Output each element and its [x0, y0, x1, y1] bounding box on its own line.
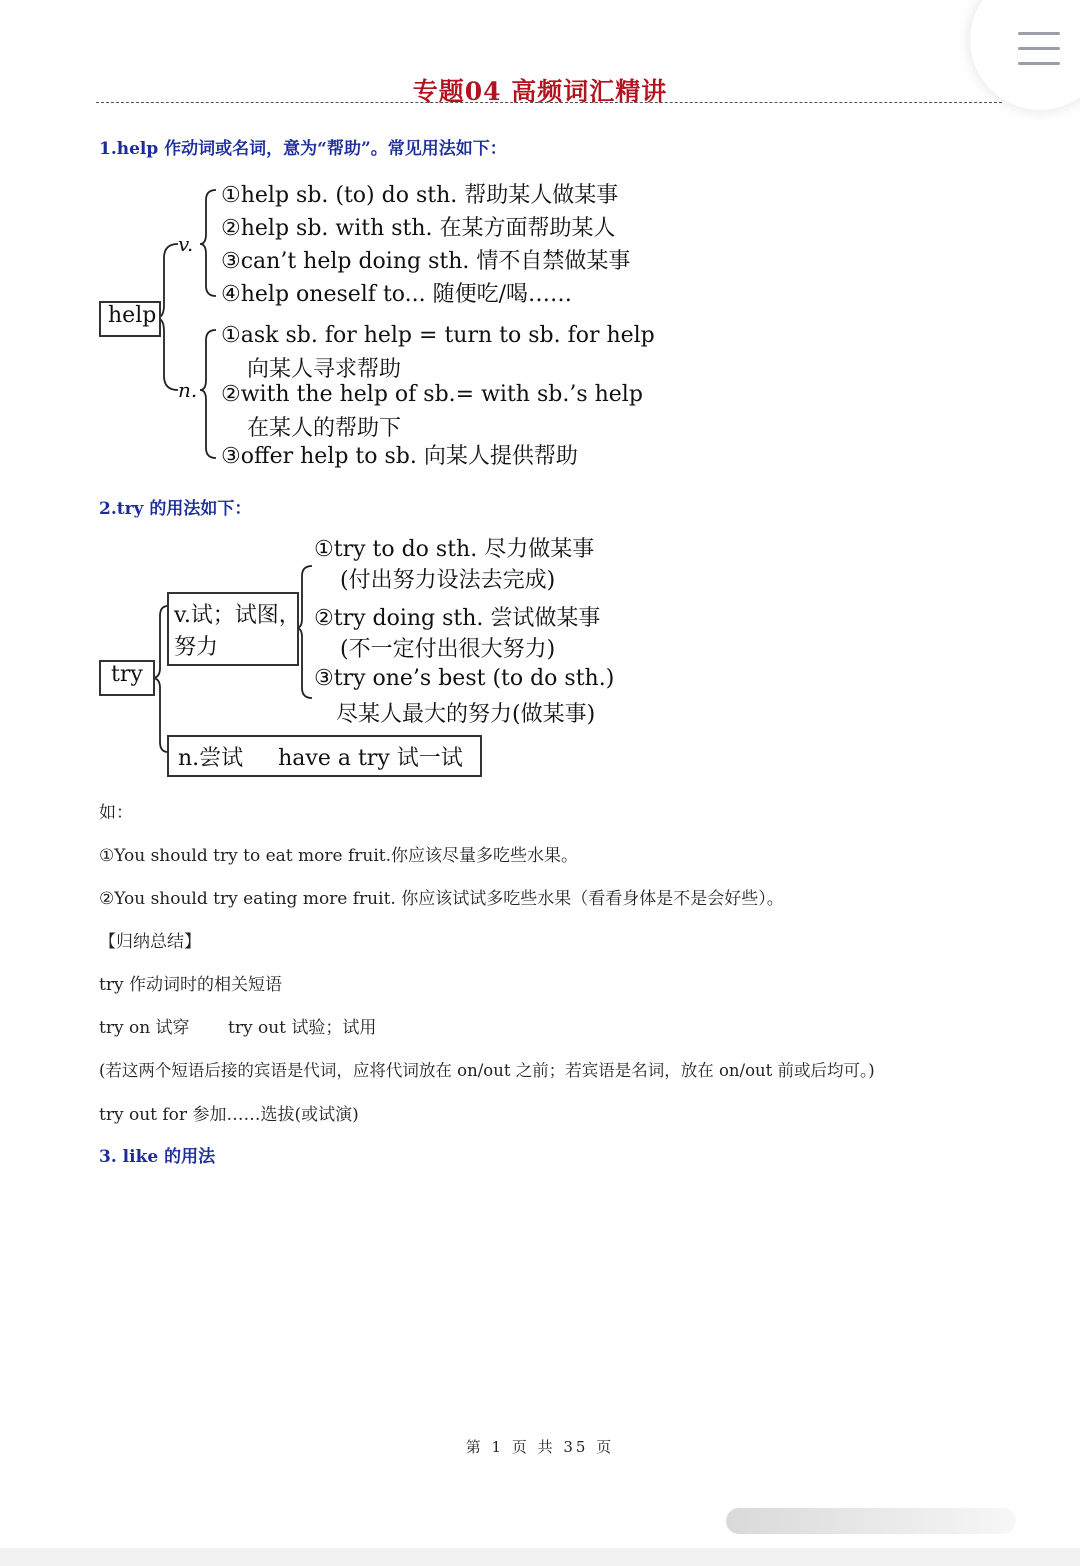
help-verb-item: ②help sb. with sth. 在某方面帮助某人 [221, 216, 616, 241]
example-label: 如： [99, 803, 133, 823]
section3-heading: 3. like 的用法 [99, 1147, 216, 1167]
example-sentence-2: ②You should try eating more fruit. 你应该试试多吃些水果（看看身体是不是会好些）。 [99, 889, 784, 909]
help-verb-item: ①help sb. (to) do sth. 帮助某人做某事 [221, 183, 619, 208]
try-verb-item: ①try to do sth. 尽力做某事 [314, 537, 595, 562]
page-number: 第 1 页 共 35 页 [465, 1438, 615, 1456]
help-root-label: help [108, 303, 157, 328]
try-verb-item: (不一定付出很大努力) [340, 637, 556, 662]
phrase-try-out-for: try out for 参加……选拔(或试演) [99, 1105, 359, 1125]
phrases-intro: try 作动词时的相关短语 [99, 975, 282, 995]
help-verb-item: ③can’t help doing sth. 情不自禁做某事 [221, 249, 631, 274]
help-noun-label: n. [178, 378, 198, 402]
help-noun-item: ②with the help of sb.= with sb.’s help [221, 382, 643, 407]
try-verb-item: ③try one’s best (to do sth.) [314, 666, 615, 691]
usage-note: (若这两个短语后接的宾语是代词，应将代词放在 on/out 之前；若宾语是名词，放在 on/out 前或后均可。) [99, 1061, 875, 1080]
help-noun-item: 在某人的帮助下 [247, 416, 402, 441]
help-noun-item: 向某人寻求帮助 [247, 357, 402, 382]
help-verb-item: ④help oneself to... 随便吃/喝…… [221, 282, 573, 307]
help-noun-item: ③offer help to sb. 向某人提供帮助 [221, 444, 578, 469]
phrase-try-on: try on 试穿 [99, 1018, 190, 1038]
example-sentence-1: ①You should try to eat more fruit.你应该尽量多吃些水果。 [99, 846, 579, 866]
home-indicator[interactable] [726, 1508, 1016, 1534]
try-noun-box-text: n.尝试 have a try 试一试 [178, 746, 463, 771]
try-root-label: try [111, 662, 143, 687]
try-verb-box-line1: v.试；试图， [174, 603, 301, 628]
section2-heading: 2.try 的用法如下： [99, 499, 252, 519]
phrase-try-out: try out 试验；试用 [228, 1018, 377, 1038]
page-title: 专题04 高频词汇精讲 [412, 77, 668, 106]
try-verb-item: (付出努力设法去完成) [340, 568, 556, 593]
try-verb-item: 尽某人最大的努力(做某事) [336, 702, 596, 727]
section1-heading: 1.help 作动词或名词，意为“帮助”。常见用法如下： [99, 139, 507, 159]
help-noun-item: ①ask sb. for help = turn to sb. for help [221, 323, 655, 348]
try-verb-item: ②try doing sth. 尝试做某事 [314, 606, 601, 631]
help-verb-label: v. [178, 232, 194, 256]
bottom-strip [0, 1548, 1080, 1566]
try-verb-box-line2: 努力 [174, 635, 219, 660]
summary-label: 【归纳总结】 [99, 932, 201, 952]
